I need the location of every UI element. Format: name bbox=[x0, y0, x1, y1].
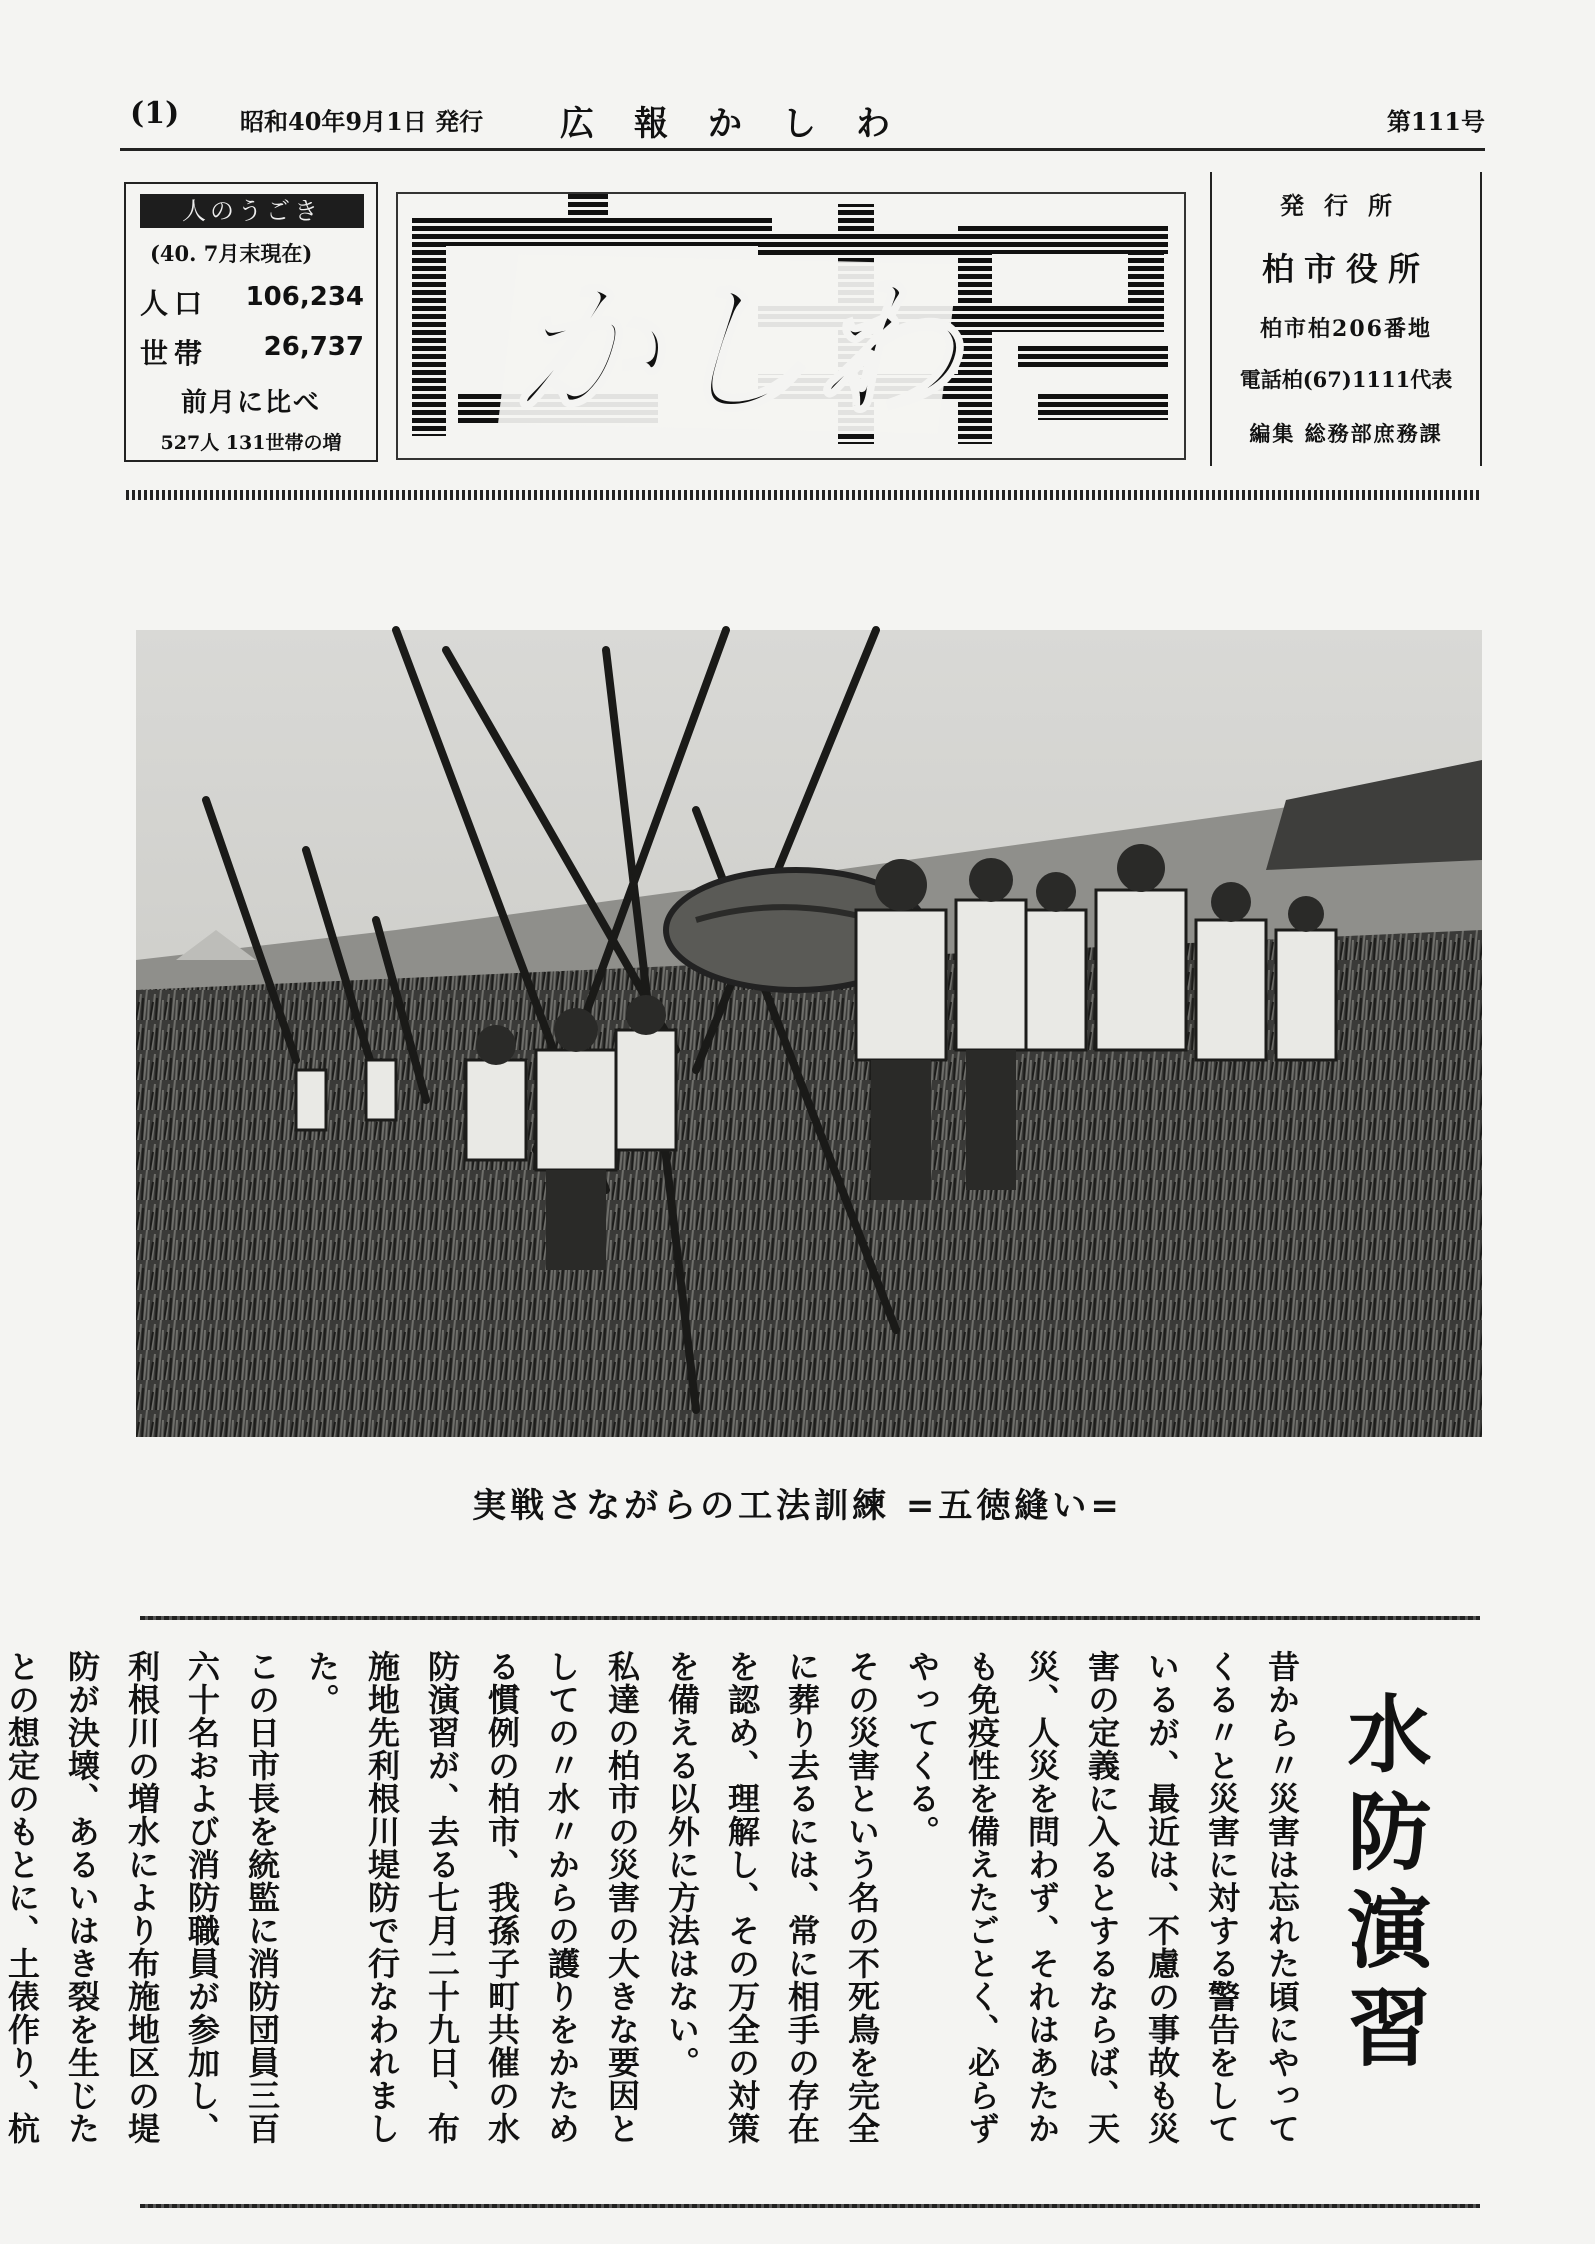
page-number: (1) bbox=[130, 96, 180, 131]
article-bottom-rule bbox=[140, 2204, 1480, 2208]
article-paragraph: 昔から〃災害は忘れた頃にやってくる〃と災害に対する警告をしているが、最近は、不慮の事故も災害の定義に入るとするならば、天災、人災を問わず、それはあたかも免疫性を備えたごとく、必らずやってくる。 bbox=[903, 1650, 1301, 2145]
header-title: 広報かしわ bbox=[560, 104, 930, 144]
population-value: 106,234 bbox=[245, 282, 364, 312]
masthead-logo-graphic bbox=[398, 194, 1184, 458]
households-value: 26,737 bbox=[263, 332, 364, 362]
header-rule bbox=[120, 148, 1485, 151]
masthead-kana: かしわ bbox=[510, 262, 961, 438]
population-as-of: (40. 7月末現在) bbox=[150, 241, 313, 266]
article-top-rule bbox=[140, 1616, 1480, 1620]
households-label: 世帯 bbox=[140, 337, 209, 370]
running-header bbox=[120, 96, 1485, 142]
population-increase: 527人 131世帯の増 bbox=[160, 432, 342, 454]
publisher-editor: 編集 総務部庶務課 bbox=[1249, 421, 1443, 446]
training-photo bbox=[136, 630, 1482, 1437]
publisher-phone: 電話柏(67)1111代表 bbox=[1239, 367, 1453, 392]
population-label: 人口 bbox=[140, 287, 209, 320]
issue-number: 第111号 bbox=[1386, 107, 1485, 136]
population-heading: 人のうごき bbox=[140, 194, 364, 228]
publisher-name: 柏市役所 bbox=[1261, 250, 1430, 288]
article-paragraph: その災害という名の不死鳥を完全に葬り去るには、常に相手の存在を認め、理解し、その万全の対策を備える以外に方法はない。 bbox=[663, 1650, 881, 2145]
section-divider bbox=[126, 490, 1481, 500]
publisher-label: 発行所 bbox=[1280, 191, 1412, 220]
photo-caption: 実戦さながらの工法訓練 =五徳縫い= bbox=[472, 1486, 1123, 1526]
article-title: 水防演習 bbox=[1334, 1690, 1432, 2082]
publisher-address: 柏市柏206番地 bbox=[1260, 316, 1432, 342]
publish-date: 昭和40年9月1日 発行 bbox=[240, 107, 484, 136]
article-paragraph: この日市長を統監に消防団員三百六十名および消防職員が参加し、利根川の増水により布施地区の堤防が決壊、あるいはき裂を生じたとの想定のもとに、土俵作り、杭 bbox=[3, 1650, 281, 2145]
article-body bbox=[3, 1650, 1312, 2170]
population-box bbox=[124, 182, 378, 462]
masthead-logo bbox=[396, 192, 1186, 460]
publisher-box bbox=[1210, 172, 1482, 466]
article-paragraph: 私達の柏市の災害の大きな要因としての〃水〃からの護りをかためる慣例の柏市、我孫子町共催の水防演習が、去る七月二十九日、布施地先利根川堤防で行なわれました。 bbox=[303, 1650, 641, 2145]
population-compare-label: 前月に比べ bbox=[180, 388, 321, 418]
